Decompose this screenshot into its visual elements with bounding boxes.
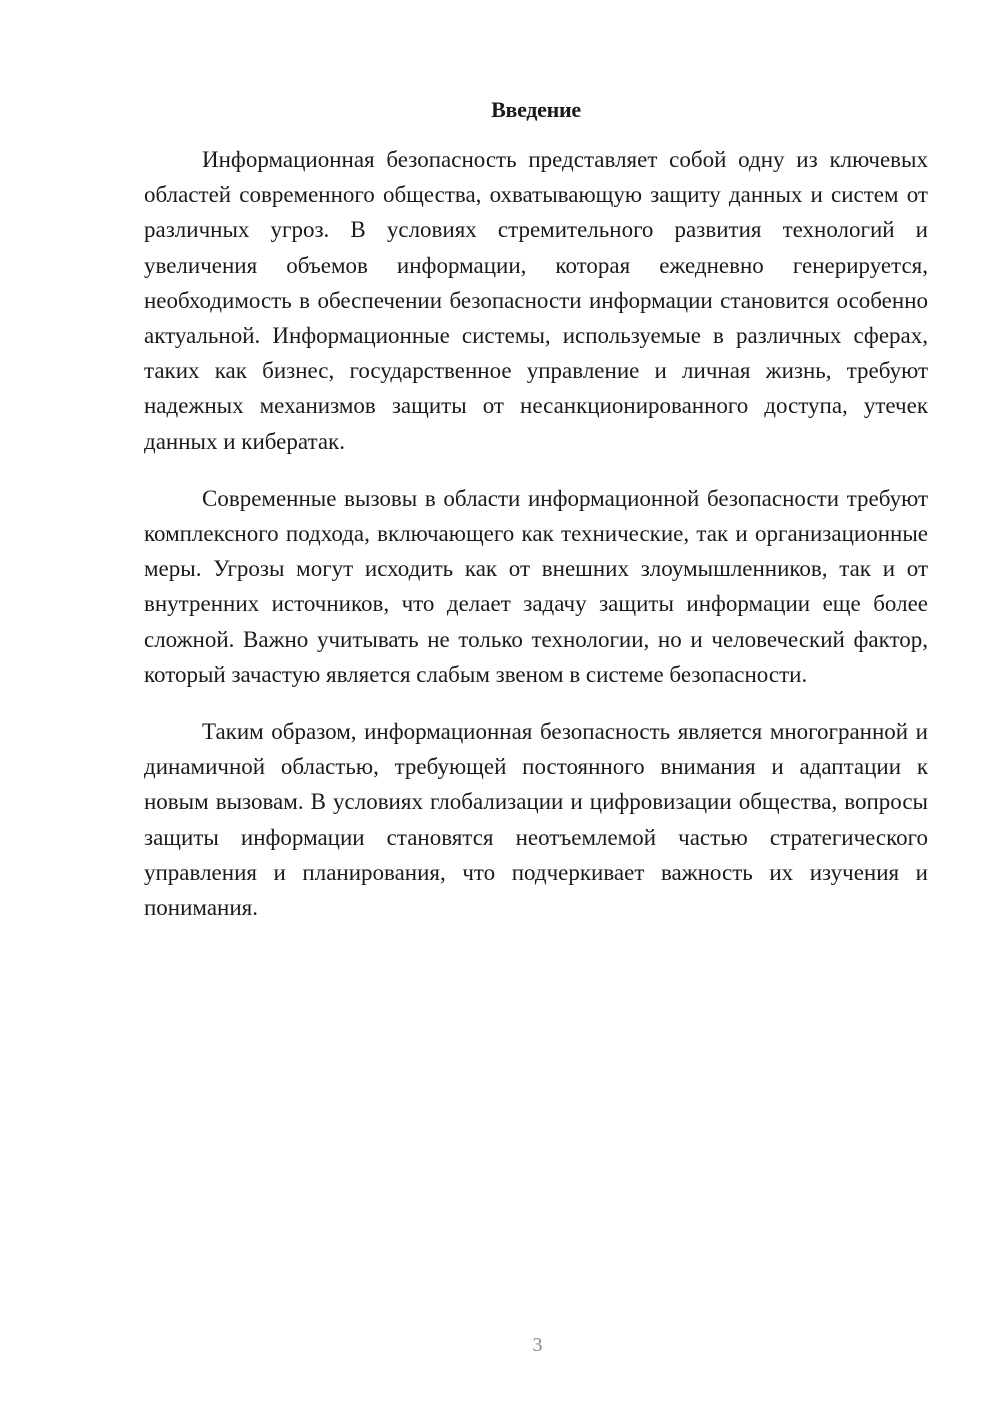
paragraph-2: Современные вызовы в области информационной безопасности требуют комплексного подхода, включающего как технические, так и организационные меры. Угрозы могут исходить как от внешних злоумышленников, так и от внутренних источников, что делает задачу защиты информации еще более сложной. Важно учитывать не только технологии, но и человеческий фактор, который зачастую является слабым звеном в системе безопасности. — [144, 485, 928, 687]
section-heading: Введение — [491, 97, 581, 122]
paragraph-3: Таким образом, информационная безопасность является многогранной и динамичной областью, требующей постоянного внимания и адаптации к новым вызовам. В условиях глобализации и цифровизации общества, вопросы защиты информации становятся неотъемлемой частью стратегического управления и планирования, что подчеркивает важность их изучения и понимания. — [144, 719, 928, 921]
paragraph-1: Информационная безопасность представляет собой одну из ключевых областей современного общества, охватывающую защиту данных и систем от различных угроз. В условиях стремительного развития технологий и увеличения объемов информации, которая ежедневно генерируется, необходимость в обеспечении безопасности информации становится особенно актуальной. Информационные системы, используемые в различных сферах, таких как бизнес, государственное управление и личная жизнь, требуют надежных механизмов защиты от несанкционированного доступа, утечек данных и кибератак. — [144, 147, 928, 454]
page-content — [144, 90, 928, 947]
page-number: 3 — [532, 1334, 543, 1356]
